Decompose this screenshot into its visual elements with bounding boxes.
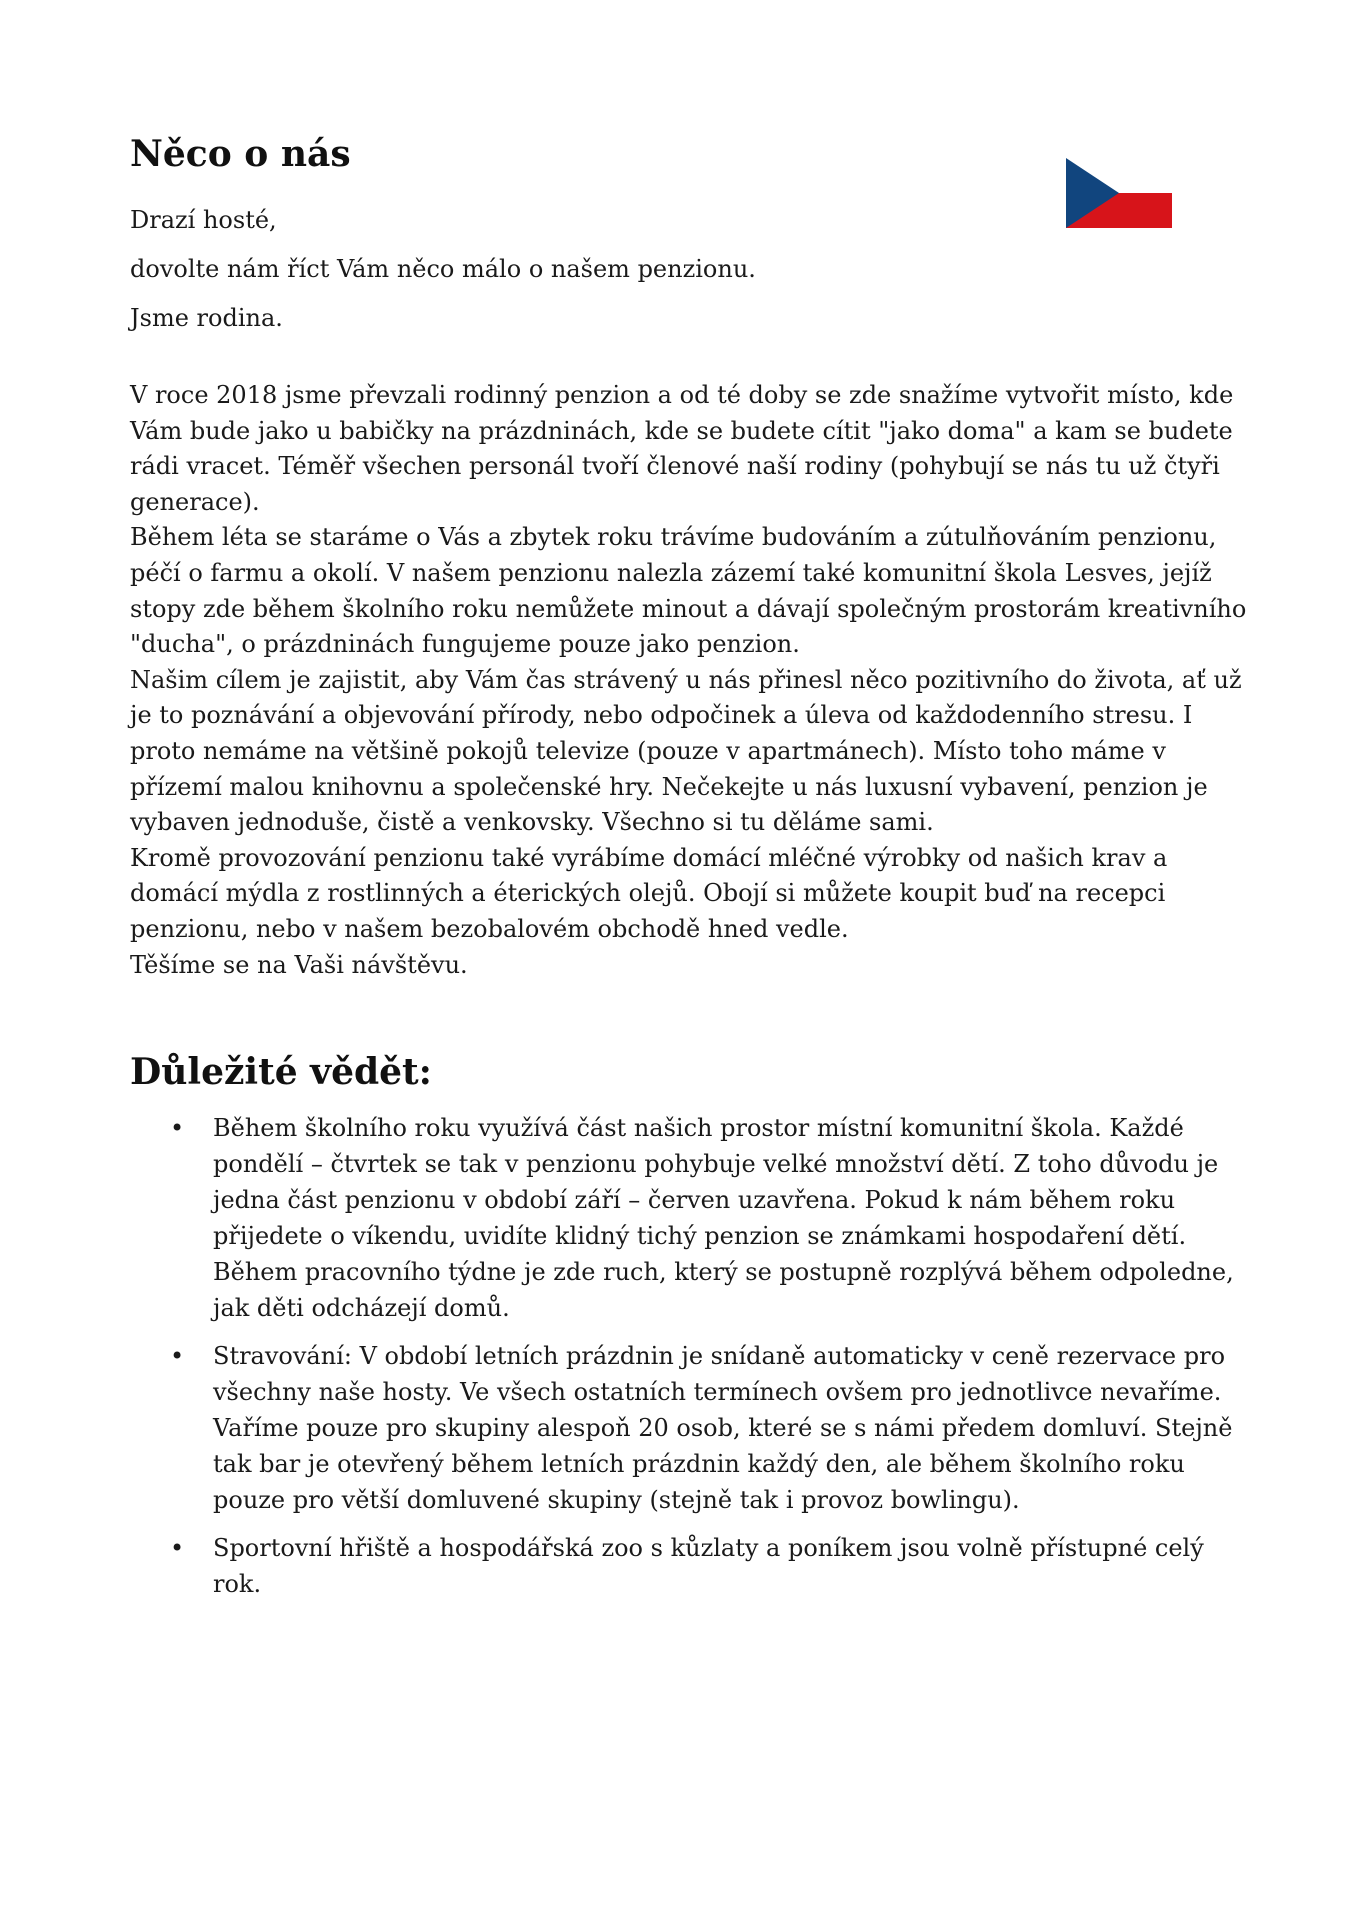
about-paragraph: Kromě provozování penzionu také vyrábíme domácí mléčné výrobky od našich krav a domácí mýdla z rostlinných a éterických olejů. Obojí si můžete koupit buď na recepci penzionu, nebo v našem bezobalovém obchodě hned vedle. bbox=[130, 843, 1168, 943]
list-item-text: Stravování: V období letních prázdnin je snídaně automaticky v ceně rezervace pro všechny naše hosty. Ve všech ostatních termínech ovšem pro jednotlivce nevaříme. Vaříme pouze pro skupiny alespoň 20 osob, které se s námi předem domluví. Stejně tak bar je otevřený během letních prázdnin každý den, ale během školního roku pouze pro větší domluvené skupiny (stejně tak i provoz bowlingu). bbox=[213, 1342, 1233, 1514]
list-item bbox=[130, 1530, 1250, 1602]
czech-flag-icon bbox=[1066, 158, 1172, 228]
about-paragraph: Během léta se staráme o Vás a zbytek roku trávíme budováním a zútulňováním penzionu, péčí o farmu a okolí. V našem penzionu nalezla zázemí také komunitní škola Lesves, jejíž stopy zde během školního roku nemůžete minout a dávají společným prostorám kreativního "ducha", o prázdninách fungujeme pouze jako penzion. bbox=[130, 523, 1247, 659]
bullet-icon: • bbox=[170, 1114, 185, 1142]
about-title: Něco o nás bbox=[130, 133, 351, 175]
bullet-icon: • bbox=[170, 1534, 185, 1562]
list-item-text: Sportovní hřiště a hospodářská zoo s kůzlaty a poníkem jsou volně přístupné celý rok. bbox=[213, 1534, 1204, 1598]
important-title: Důležité vědět: bbox=[130, 1051, 432, 1093]
about-paragraph: Těšíme se na Vaši návštěvu. bbox=[130, 950, 468, 979]
list-item bbox=[130, 1110, 1250, 1326]
greeting-block bbox=[130, 196, 1030, 343]
list-item-text: Během školního roku využívá část našich prostor místní komunitní škola. Každé pondělí – čtvrtek se tak v penzionu pohybuje velké množství dětí. Z toho důvodu je jedna část penzionu v období září – červen uzavřena. Pokud k nám během roku přijedete o víkendu, uvidíte klidný tichý penzion se známkami hospodaření dětí. Během pracovního týdne je zde ruch, který se postupně rozplývá během odpoledne, jak děti odcházejí domů. bbox=[213, 1114, 1234, 1322]
greeting-line: Drazí hosté, bbox=[130, 206, 277, 234]
important-list bbox=[130, 1110, 1250, 1614]
bullet-icon: • bbox=[170, 1342, 185, 1370]
greeting-line: Jsme rodina. bbox=[130, 304, 283, 332]
list-item bbox=[130, 1338, 1250, 1518]
about-paragraph: V roce 2018 jsme převzali rodinný penzion a od té doby se zde snažíme vytvořit místo, kde Vám bude jako u babičky na prázdninách, kde se budete cítit "jako doma" a kam se budete rádi vracet. Téměř všechen personál tvoří členové naší rodiny (pohybují se nás tu už čtyři generace). bbox=[130, 381, 1234, 516]
about-text bbox=[130, 378, 1250, 983]
about-paragraph: Našim cílem je zajistit, aby Vám čas strávený u nás přinesl něco pozitivního do života, ať už je to poznávání a objevování přírody, nebo odpočinek a úleva od každodenního stresu. I proto nemáme na většině pokojů televize (pouze v apartmánech). Místo toho máme v přízemí malou knihovnu a společenské hry. Nečekejte u nás luxusní vybavení, penzion je vybaven jednoduše, čistě a venkovsky. Všechno si tu děláme sami. bbox=[130, 665, 1242, 837]
greeting-line: dovolte nám říct Vám něco málo o našem penzionu. bbox=[130, 255, 756, 283]
